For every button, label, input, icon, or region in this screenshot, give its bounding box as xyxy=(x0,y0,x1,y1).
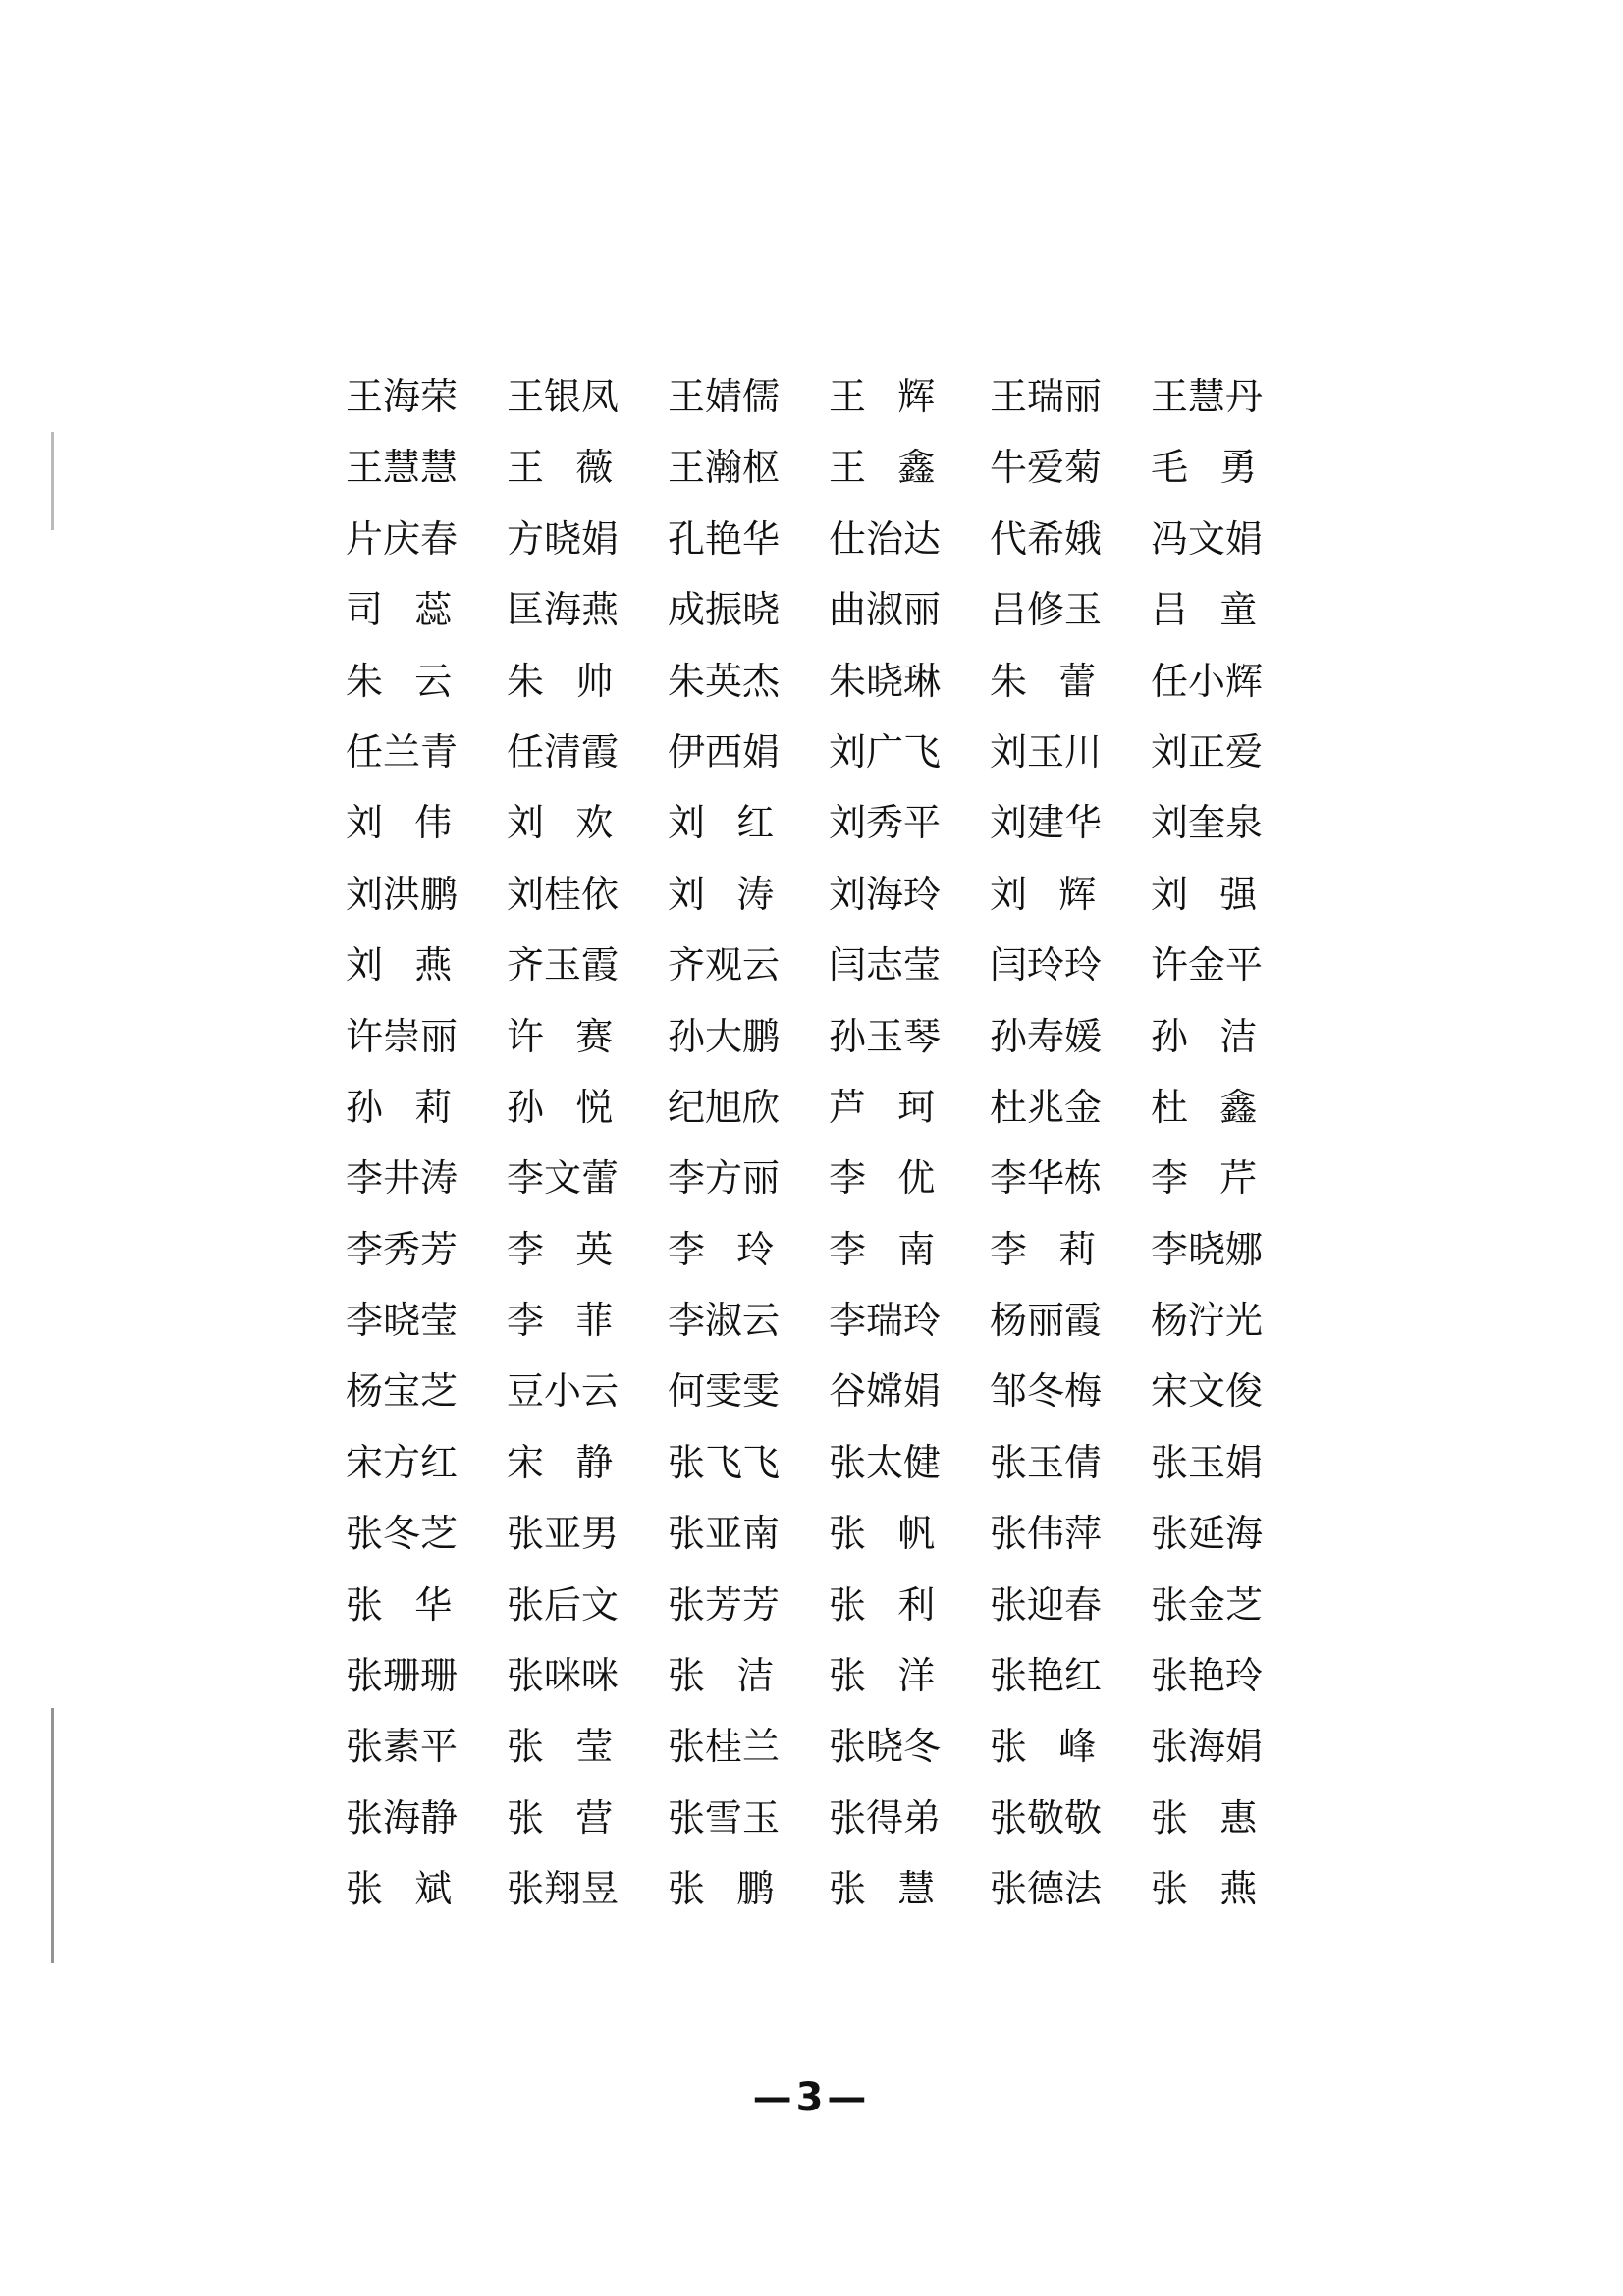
name-entry: 张艳玲 xyxy=(1151,1654,1264,1698)
name-entry: 张亚男 xyxy=(507,1512,620,1556)
name-entry: 许崇丽 xyxy=(346,1014,459,1058)
name-entry: 李晓娜 xyxy=(1151,1227,1264,1271)
scan-edge-mark xyxy=(51,432,54,530)
name-entry: 张后文 xyxy=(507,1582,620,1627)
name-entry: 伊西娟 xyxy=(668,729,781,774)
name-entry: 张洁 xyxy=(668,1654,806,1698)
name-entry: 张德法 xyxy=(990,1867,1103,1911)
name-entry: 张太健 xyxy=(829,1440,942,1484)
name-entry: 任兰青 xyxy=(346,729,459,774)
name-entry: 孙大鹏 xyxy=(668,1014,781,1058)
name-entry: 张延海 xyxy=(1151,1512,1264,1556)
name-entry: 冯文娟 xyxy=(1151,516,1264,561)
name-entry: 杨丽霞 xyxy=(990,1299,1103,1343)
name-entry: 张营 xyxy=(507,1795,645,1840)
name-entry: 仕治达 xyxy=(829,516,942,561)
name-entry: 司蕊 xyxy=(346,588,484,632)
name-entry: 李瑞玲 xyxy=(829,1299,942,1343)
name-entry: 吕童 xyxy=(1151,588,1289,632)
name-entry: 方晓娟 xyxy=(507,516,620,561)
name-entry: 宋方红 xyxy=(346,1440,459,1484)
name-entry: 宋静 xyxy=(507,1440,645,1484)
name-entry: 李文蕾 xyxy=(507,1156,620,1201)
name-entry: 刘广飞 xyxy=(829,729,942,774)
name-entry: 杨泞光 xyxy=(1151,1299,1264,1343)
name-entry: 王鑫 xyxy=(829,446,967,490)
name-entry: 许金平 xyxy=(1151,943,1264,988)
name-entry: 孙洁 xyxy=(1151,1014,1289,1058)
name-entry: 张素平 xyxy=(346,1725,459,1769)
name-entry: 张迎春 xyxy=(990,1582,1103,1627)
name-entry: 朱云 xyxy=(346,659,484,703)
name-entry: 李菲 xyxy=(507,1299,645,1343)
name-entry: 王瀚枢 xyxy=(668,446,781,490)
name-entry: 张敬敬 xyxy=(990,1795,1103,1840)
name-entry: 张莹 xyxy=(507,1725,645,1769)
name-entry: 刘红 xyxy=(668,801,806,845)
name-entry: 许赛 xyxy=(507,1014,645,1058)
name-entry: 孙悦 xyxy=(507,1085,645,1129)
name-entry: 张珊珊 xyxy=(346,1654,459,1698)
name-entry: 李华栋 xyxy=(990,1156,1103,1201)
name-entry: 李井涛 xyxy=(346,1156,459,1201)
name-entry: 片庆春 xyxy=(346,516,459,561)
name-entry: 张玉娟 xyxy=(1151,1440,1264,1484)
name-entry: 王银凤 xyxy=(507,375,620,418)
name-entry: 王婧儒 xyxy=(668,375,781,418)
name-entry: 刘强 xyxy=(1151,872,1289,916)
name-entry: 张斌 xyxy=(346,1867,484,1911)
name-entry: 张惠 xyxy=(1151,1795,1289,1840)
name-entry: 张冬芝 xyxy=(346,1512,459,1556)
name-entry: 杜兆金 xyxy=(990,1085,1103,1129)
name-entry: 刘建华 xyxy=(990,801,1103,845)
name-entry: 刘正爱 xyxy=(1151,729,1264,774)
name-entry: 李芹 xyxy=(1151,1156,1289,1201)
name-entry: 朱英杰 xyxy=(668,659,781,703)
name-entry: 王瑞丽 xyxy=(990,375,1103,418)
name-entry: 张得弟 xyxy=(829,1795,942,1840)
name-entry: 朱蕾 xyxy=(990,659,1128,703)
name-entry: 宋文俊 xyxy=(1151,1369,1264,1414)
name-entry: 齐观云 xyxy=(668,943,781,988)
name-entry: 闫志莹 xyxy=(829,943,942,988)
name-entry: 张燕 xyxy=(1151,1867,1289,1911)
name-entry: 张咪咪 xyxy=(507,1654,620,1698)
name-entry: 邹冬梅 xyxy=(990,1369,1103,1414)
name-entry: 张伟萍 xyxy=(990,1512,1103,1556)
name-entry: 张峰 xyxy=(990,1725,1128,1769)
name-entry: 张雪玉 xyxy=(668,1795,781,1840)
name-entry: 孙莉 xyxy=(346,1085,484,1129)
name-entry: 代希娥 xyxy=(990,516,1103,561)
name-entry: 成振晓 xyxy=(668,588,781,632)
name-entry: 牛爱菊 xyxy=(990,446,1103,490)
name-entry: 刘海玲 xyxy=(829,872,942,916)
name-entry: 刘桂依 xyxy=(507,872,620,916)
name-entry: 刘燕 xyxy=(346,943,484,988)
name-entry: 刘涛 xyxy=(668,872,806,916)
name-entry: 刘秀平 xyxy=(829,801,942,845)
name-entry: 匡海燕 xyxy=(507,588,620,632)
name-entry: 张亚南 xyxy=(668,1512,781,1556)
name-entry: 刘奎泉 xyxy=(1151,801,1264,845)
name-entry: 孔艳华 xyxy=(668,516,781,561)
name-entry: 孙玉琴 xyxy=(829,1014,942,1058)
name-entry: 张翔昱 xyxy=(507,1867,620,1911)
name-entry: 吕修玉 xyxy=(990,588,1103,632)
name-entry: 张海娟 xyxy=(1151,1725,1264,1769)
name-entry: 张金芝 xyxy=(1151,1582,1264,1627)
name-entry: 张晓冬 xyxy=(829,1725,942,1769)
name-entry: 朱帅 xyxy=(507,659,645,703)
name-entry: 王慧丹 xyxy=(1151,375,1264,418)
name-entry: 李秀芳 xyxy=(346,1227,459,1271)
name-entry: 张芳芳 xyxy=(668,1582,781,1627)
name-entry: 张飞飞 xyxy=(668,1440,781,1484)
name-entry: 曲淑丽 xyxy=(829,588,942,632)
name-entry: 张桂兰 xyxy=(668,1725,781,1769)
name-entry: 张帆 xyxy=(829,1512,967,1556)
name-entry: 王海荣 xyxy=(346,375,459,418)
name-entry: 任小辉 xyxy=(1151,659,1264,703)
name-entry: 李莉 xyxy=(990,1227,1128,1271)
name-entry: 齐玉霞 xyxy=(507,943,620,988)
name-entry: 刘洪鹏 xyxy=(346,872,459,916)
name-entry: 张利 xyxy=(829,1582,967,1627)
name-entry: 刘伟 xyxy=(346,801,484,845)
name-entry: 张慧 xyxy=(829,1867,967,1911)
name-entry: 张华 xyxy=(346,1582,484,1627)
name-entry: 李英 xyxy=(507,1227,645,1271)
name-entry: 谷嫦娟 xyxy=(829,1369,942,1414)
name-entry: 王辉 xyxy=(829,375,967,418)
name-entry: 张海静 xyxy=(346,1795,459,1840)
name-entry: 王薇 xyxy=(507,446,645,490)
name-entry: 何雯雯 xyxy=(668,1369,781,1414)
name-list-grid xyxy=(346,361,1308,1925)
name-entry: 刘欢 xyxy=(507,801,645,845)
name-entry: 豆小云 xyxy=(507,1369,620,1414)
name-entry: 张玉倩 xyxy=(990,1440,1103,1484)
name-entry: 纪旭欣 xyxy=(668,1085,781,1129)
name-entry: 刘玉川 xyxy=(990,729,1103,774)
name-entry: 毛勇 xyxy=(1151,446,1289,490)
name-entry: 李南 xyxy=(829,1227,967,1271)
name-entry: 李晓莹 xyxy=(346,1299,459,1343)
name-entry: 李优 xyxy=(829,1156,967,1201)
name-entry: 李方丽 xyxy=(668,1156,781,1201)
scan-edge-mark xyxy=(51,1708,54,1963)
name-entry: 李淑云 xyxy=(668,1299,781,1343)
name-entry: 闫玲玲 xyxy=(990,943,1103,988)
name-entry: 朱晓琳 xyxy=(829,659,942,703)
name-entry: 杨宝芝 xyxy=(346,1369,459,1414)
name-entry: 刘辉 xyxy=(990,872,1128,916)
name-entry: 任清霞 xyxy=(507,729,620,774)
page-number: —3— xyxy=(752,2075,871,2120)
name-entry: 王慧慧 xyxy=(346,446,459,490)
name-entry: 李玲 xyxy=(668,1227,806,1271)
name-entry: 杜鑫 xyxy=(1151,1085,1289,1129)
name-entry: 张洋 xyxy=(829,1654,967,1698)
name-entry: 孙寿媛 xyxy=(990,1014,1103,1058)
name-entry: 芦珂 xyxy=(829,1085,967,1129)
name-entry: 张鹏 xyxy=(668,1867,806,1911)
name-entry: 张艳红 xyxy=(990,1654,1103,1698)
